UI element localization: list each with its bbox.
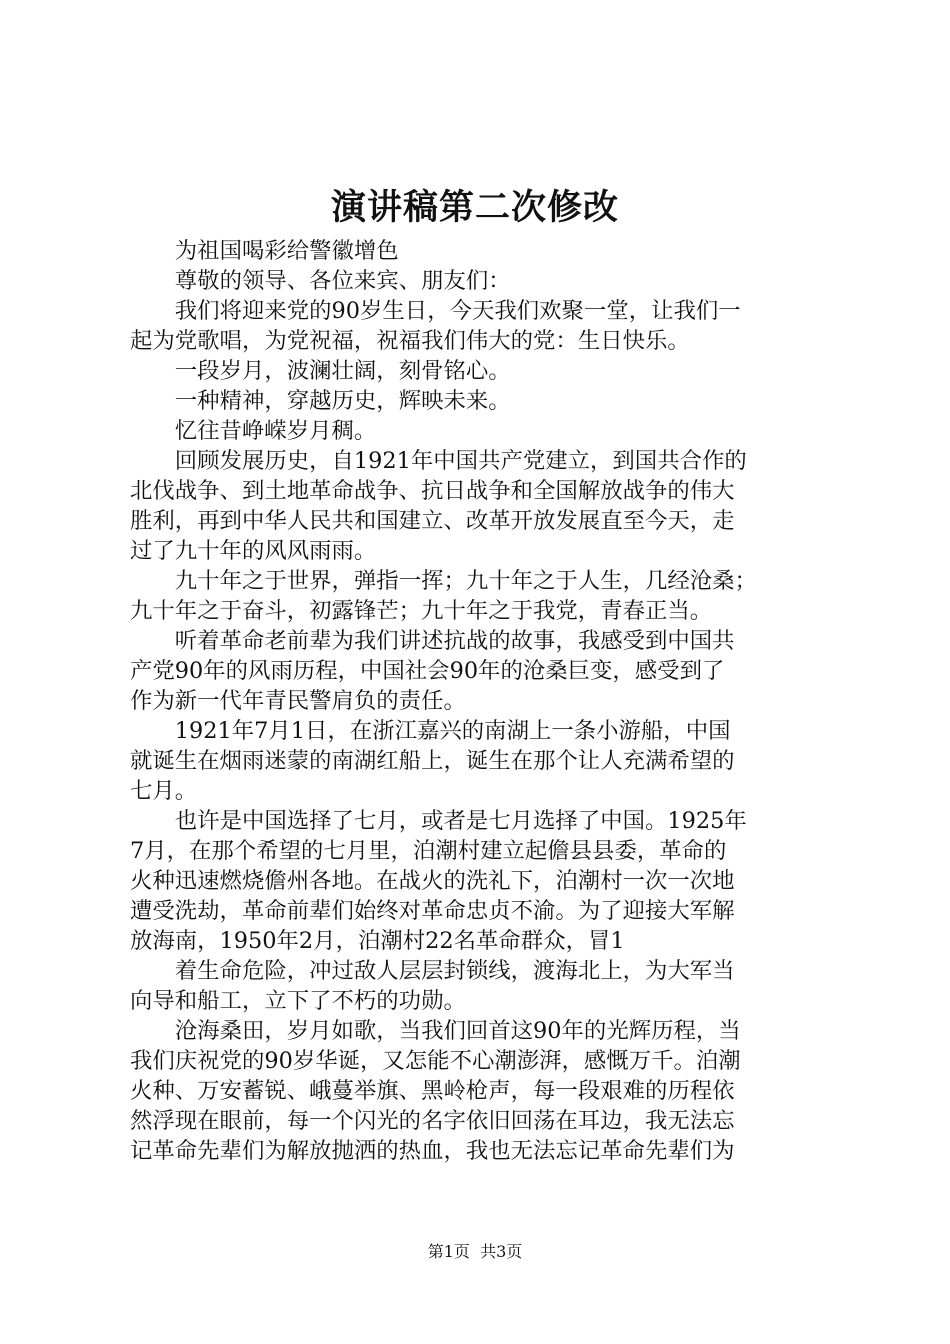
page-footer: 第1页 共3页: [427, 1242, 523, 1261]
paragraph: 沧海桑田，岁月如歌，当我们回首这90年的光辉历程，当 我们庆祝党的90岁华诞，又怎能不心潮澎湃，感慨万千。泊潮 火种、万安蓄锐、峨蔓举旗、黑岭枪声，每一段艰难的历程依 然浮现在眼前，每一个闪光的名字依旧回荡在耳边，我无法忘 记革命先辈们为解放抛洒的热血，我也无法忘记革命先辈们为: [130, 1018, 741, 1164]
paragraph: 也许是中国选择了七月，或者是七月选择了中国。1925年 7月，在那个希望的七月里，泊潮村建立起儋县县委，革命的 火种迅速燃烧儋州各地。在战火的洗礼下，泊潮村一次一次地 遭受洗劫，革命前辈们始终对革命忠贞不渝。为了迎接大军解 放海南，1950年2月，泊潮村22名革命群众，冒1: [130, 808, 747, 954]
paragraph: 着生命危险，冲过敌人层层封锁线，渡海北上，为大军当 向导和船工，立下了不朽的功勋。: [130, 958, 735, 1014]
document-body: [130, 236, 830, 1166]
paragraph: 一种精神，穿越历史，辉映未来。: [174, 388, 511, 414]
paragraph: 为祖国喝彩给警徽增色: [174, 238, 399, 264]
paragraph: 1921年7月1日，在浙江嘉兴的南湖上一条小游船，中国 就诞生在烟雨迷蒙的南湖红船上，诞生在那个让人充满希望的 七月。: [130, 718, 735, 804]
paragraph: 我们将迎来党的90岁生日，今天我们欢聚一堂，让我们一 起为党歌唱，为党祝福，祝福我们伟大的党：生日快乐。: [130, 298, 741, 354]
paragraph: 九十年之于世界，弹指一挥；九十年之于人生，几经沧桑； 九十年之于奋斗，初露锋芒；九十年之于我党，青春正当。: [130, 568, 757, 624]
paragraph: 尊敬的领导、各位来宾、朋友们：: [174, 268, 511, 294]
document-title: 演讲稿第二次修改: [330, 187, 619, 228]
paragraph: 一段岁月，波澜壮阔，刻骨铭心。: [174, 358, 511, 384]
paragraph: 回顾发展历史，自1921年中国共产党建立，到国共合作的 北伐战争、到土地革命战争、抗日战争和全国解放战争的伟大 胜利，再到中华人民共和国建立、改革开放发展直至今天，走 过了九十年的风风雨雨。: [130, 448, 747, 564]
paragraph: 听着革命老前辈为我们讲述抗战的故事，我感受到中国共 产党90年的风雨历程，中国社会90年的沧桑巨变，感受到了 作为新一代年青民警肩负的责任。: [130, 628, 735, 714]
paragraph: 忆往昔峥嵘岁月稠。: [174, 418, 377, 444]
